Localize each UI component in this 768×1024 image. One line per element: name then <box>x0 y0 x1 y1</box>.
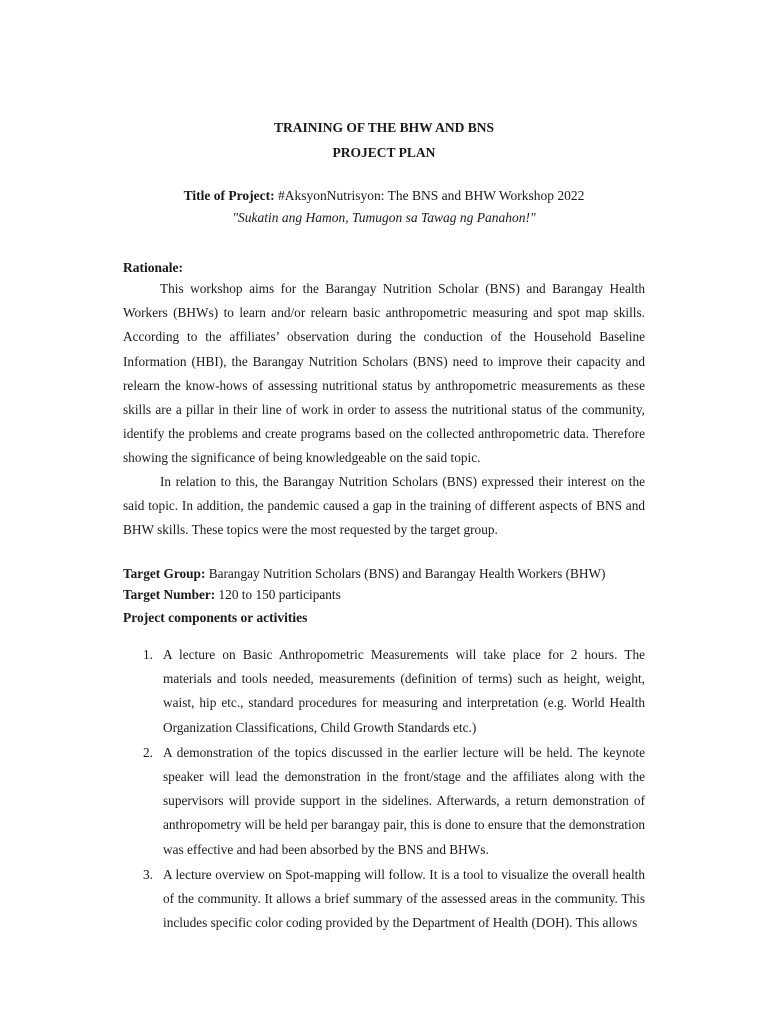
target-group-line <box>123 566 605 582</box>
rationale-paragraph-2: In relation to this, the Barangay Nutrition Scholars (BNS) expressed their interest on the said topic. In addition, the pandemic caused a gap in the training of different aspects of BNS and BHW skills. These topics were the most requested by the target group. <box>123 474 645 538</box>
list-item <box>0 643 768 740</box>
target-number-label: Target Number: <box>123 587 216 602</box>
list-item-text: A demonstration of the topics discussed in the earlier lecture will be held. The keynote speaker will lead the demonstration in the front/stage and the affiliates along with the supervisors will provide support in the sidelines. Afterwards, a return demonstration of anthropometry will be held per barangay pair, this is done to ensure that the demonstration was effective and had been absorbed by the BNS and BHWs. <box>163 744 645 857</box>
project-title-label: Title of Project: <box>183 188 275 203</box>
list-item-text: A lecture on Basic Anthropometric Measurements will take place for 2 hours. The materials and tools needed, measurements (definition of terms) such as height, weight, waist, hip etc., standard procedures for measuring and interpretation (e.g. World Health Organization Classifications, Child Growth Standards etc.) <box>163 647 645 735</box>
target-number-line <box>123 587 341 603</box>
list-item-number: 1. <box>143 647 153 662</box>
project-title-line <box>0 188 768 204</box>
list-item <box>0 863 768 936</box>
rationale-label: Rationale: <box>123 260 183 275</box>
target-group-label: Target Group: <box>123 566 206 581</box>
components-list <box>0 643 768 935</box>
document-subheading: PROJECT PLAN <box>332 145 436 160</box>
target-group-value: Barangay Nutrition Scholars (BNS) and Barangay Health Workers (BHW) <box>208 566 606 581</box>
rationale-paragraph-1: This workshop aims for the Barangay Nutrition Scholar (BNS) and Barangay Health Workers (BHWs) to learn and/or relearn basic anthropometric measuring and spot map skills. According to the affiliates’ observation during the conduction of the Household Baseline Information (HBI), the Barangay Nutrition Scholars (BNS) need to improve their capacity and relearn the know-hows of assessing nutritional status by anthropometric measurements as these skills are a pillar in their line of work in order to assess the nutritional status of the community, identify the problems and create programs based on the collected anthropometric data. Therefore showing the significance of being knowledgeable on the said topic. <box>123 281 645 466</box>
target-number-value: 120 to 150 participants <box>218 587 341 602</box>
components-label: Project components or activities <box>123 610 308 625</box>
list-item-text: A lecture overview on Spot-mapping will follow. It is a tool to visualize the overall health of the community. It allows a brief summary of the assessed areas in the community. This includes specific color coding provided by the Department of Health (DOH). This allows <box>163 866 645 931</box>
project-slogan: "Sukatin ang Hamon, Tumugon sa Tawag ng Panahon!" <box>232 210 536 225</box>
list-item <box>0 741 768 862</box>
list-item-number: 2. <box>143 744 153 760</box>
project-title-value: #AksyonNutrisyon: The BNS and BHW Workshop 2022 <box>277 188 585 203</box>
document-heading: TRAINING OF THE BHW AND BNS <box>274 120 494 135</box>
list-item-number: 3. <box>143 866 153 882</box>
